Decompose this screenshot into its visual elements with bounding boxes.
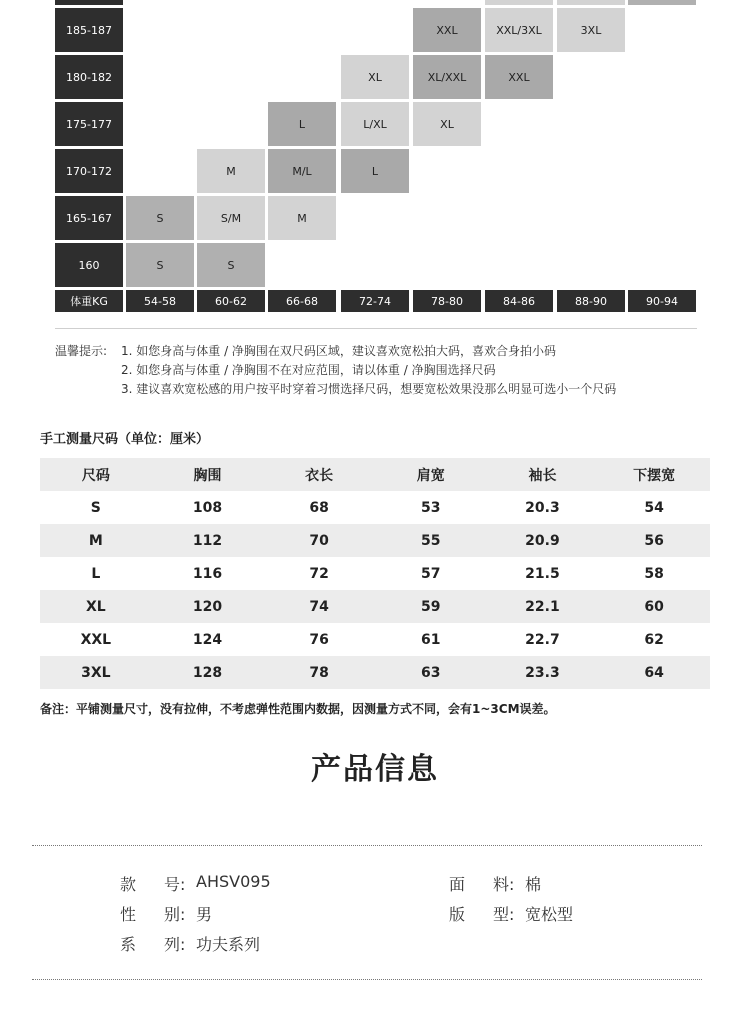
size-cell: XXL xyxy=(485,55,553,99)
header-shoulder: 肩宽 xyxy=(416,467,445,484)
table-row xyxy=(40,557,710,590)
table-cell: 74 xyxy=(309,598,329,615)
weight-label-cell: 72-74 xyxy=(341,290,409,312)
table-cell: 64 xyxy=(644,664,664,681)
product-info-title: 产品信息 xyxy=(311,752,439,787)
divider-line xyxy=(55,328,697,329)
size-cell: L xyxy=(268,102,336,146)
table-cell: 60 xyxy=(644,598,664,615)
fit-value: 宽松型 xyxy=(525,905,574,924)
table-header-row xyxy=(40,458,710,491)
table-row xyxy=(40,524,710,557)
series-value: 功夫系列 xyxy=(196,935,261,954)
height-label-cell: 160 xyxy=(55,243,123,287)
size-cell: 3XL xyxy=(557,8,625,52)
tip-item-1: 1. 如您身高与体重 / 净胸围在双尺码区域，建议喜欢宽松拍大码，喜欢合身拍小码 xyxy=(121,344,556,358)
header-sleeve: 袖长 xyxy=(528,467,557,484)
weight-label-cell: 88-90 xyxy=(557,290,625,312)
weight-axis-label: 体重KG xyxy=(55,290,123,312)
table-cell: 124 xyxy=(192,631,223,648)
size-cell: S xyxy=(126,196,194,240)
table-row xyxy=(40,656,710,689)
size-cell: XL xyxy=(413,102,481,146)
table-cell: 20.9 xyxy=(525,532,560,549)
size-cell: XL xyxy=(341,55,409,99)
size-cell: L xyxy=(341,149,409,193)
table-row xyxy=(40,491,710,524)
height-label-cell: 180-182 xyxy=(55,55,123,99)
height-label-cell: 170-172 xyxy=(55,149,123,193)
table-cell: 128 xyxy=(192,664,223,681)
size-cell: XXL xyxy=(413,8,481,52)
table-cell: 23.3 xyxy=(525,664,560,681)
table-cell: 56 xyxy=(644,532,664,549)
size-cell: S xyxy=(197,243,265,287)
table-cell: XXL xyxy=(80,631,112,648)
table-cell: 72 xyxy=(309,565,329,582)
table-cell: 70 xyxy=(309,532,329,549)
table-cell: M xyxy=(88,532,103,549)
style-no-value: AHSV095 xyxy=(196,872,271,891)
dotted-divider-bottom xyxy=(32,979,702,980)
tip-item-3: 3. 建议喜欢宽松感的用户按平时穿着习惯选择尺码，想要宽松效果没那么明显可选小一个尺码 xyxy=(121,382,617,396)
header-size: 尺码 xyxy=(81,467,110,484)
height-label-cell: 175-177 xyxy=(55,102,123,146)
weight-label-cell: 60-62 xyxy=(197,290,265,312)
size-cell-clipped xyxy=(485,0,553,5)
table-cell: 112 xyxy=(192,532,223,549)
weight-label-cell: 66-68 xyxy=(268,290,336,312)
table-cell: 59 xyxy=(421,598,441,615)
height-label-cell: 185-187 xyxy=(55,8,123,52)
info-material: 面 料: 棉 xyxy=(449,872,541,895)
height-label-cell: 165-167 xyxy=(55,196,123,240)
weight-label-cell: 78-80 xyxy=(413,290,481,312)
weight-label-cell: 54-58 xyxy=(126,290,194,312)
table-row xyxy=(40,590,710,623)
header-chest: 胸围 xyxy=(193,467,222,484)
table-cell: 76 xyxy=(309,631,329,648)
info-series: 系 列: 功夫系列 xyxy=(120,932,260,955)
table-cell: 68 xyxy=(309,499,329,516)
measure-note: 备注：平铺测量尺寸，没有拉伸，不考虑弹性范围内数据，因测量方式不同，会有1~3CM误差。 xyxy=(40,702,556,716)
table-cell: 54 xyxy=(644,499,664,516)
size-cell: S xyxy=(126,243,194,287)
table-cell: 78 xyxy=(309,664,329,681)
measure-title: 手工测量尺码（单位：厘米） xyxy=(40,432,210,447)
height-cell-clipped xyxy=(55,0,123,5)
table-cell: 55 xyxy=(421,532,441,549)
header-length: 衣长 xyxy=(305,467,334,484)
table-cell: 62 xyxy=(644,631,664,648)
table-cell: 20.3 xyxy=(525,499,560,516)
size-cell: L/XL xyxy=(341,102,409,146)
size-tips xyxy=(55,342,616,399)
size-cell: XL/XXL xyxy=(413,55,481,99)
table-cell: 116 xyxy=(192,565,223,582)
weight-label-cell: 84-86 xyxy=(485,290,553,312)
table-cell: S xyxy=(90,499,101,516)
table-cell: 108 xyxy=(192,499,223,516)
size-cell: S/M xyxy=(197,196,265,240)
table-cell: 57 xyxy=(421,565,441,582)
header-hem: 下摆宽 xyxy=(633,467,676,484)
info-fit: 版 型: 宽松型 xyxy=(449,902,573,925)
dotted-divider-top xyxy=(32,845,702,846)
size-cell: M/L xyxy=(268,149,336,193)
table-cell: 61 xyxy=(421,631,441,648)
table-row xyxy=(40,623,710,656)
info-gender: 性 别: 男 xyxy=(120,902,212,925)
table-cell: 22.1 xyxy=(525,598,560,615)
gender-value: 男 xyxy=(196,905,213,924)
table-cell: 3XL xyxy=(81,664,111,681)
table-cell: 58 xyxy=(644,565,664,582)
material-value: 棉 xyxy=(525,875,542,894)
size-cell: M xyxy=(268,196,336,240)
size-cell: XXL/3XL xyxy=(485,8,553,52)
weight-label-cell: 90-94 xyxy=(628,290,696,312)
table-cell: XL xyxy=(85,598,106,615)
size-cell: M xyxy=(197,149,265,193)
table-cell: 120 xyxy=(192,598,223,615)
table-cell: 63 xyxy=(421,664,441,681)
size-cell-clipped xyxy=(628,0,696,5)
info-style-no: 款 号: AHSV095 xyxy=(120,872,271,894)
size-cell-clipped xyxy=(557,0,625,5)
table-cell: L xyxy=(91,565,101,582)
table-cell: 21.5 xyxy=(525,565,560,582)
measurement-table xyxy=(40,458,710,689)
tips-label: 温馨提示: xyxy=(55,344,108,358)
table-cell: 22.7 xyxy=(525,631,560,648)
table-cell: 53 xyxy=(421,499,441,516)
tip-item-2: 2. 如您身高与体重 / 净胸围不在对应范围，请以体重 / 净胸围选择尺码 xyxy=(121,363,496,377)
